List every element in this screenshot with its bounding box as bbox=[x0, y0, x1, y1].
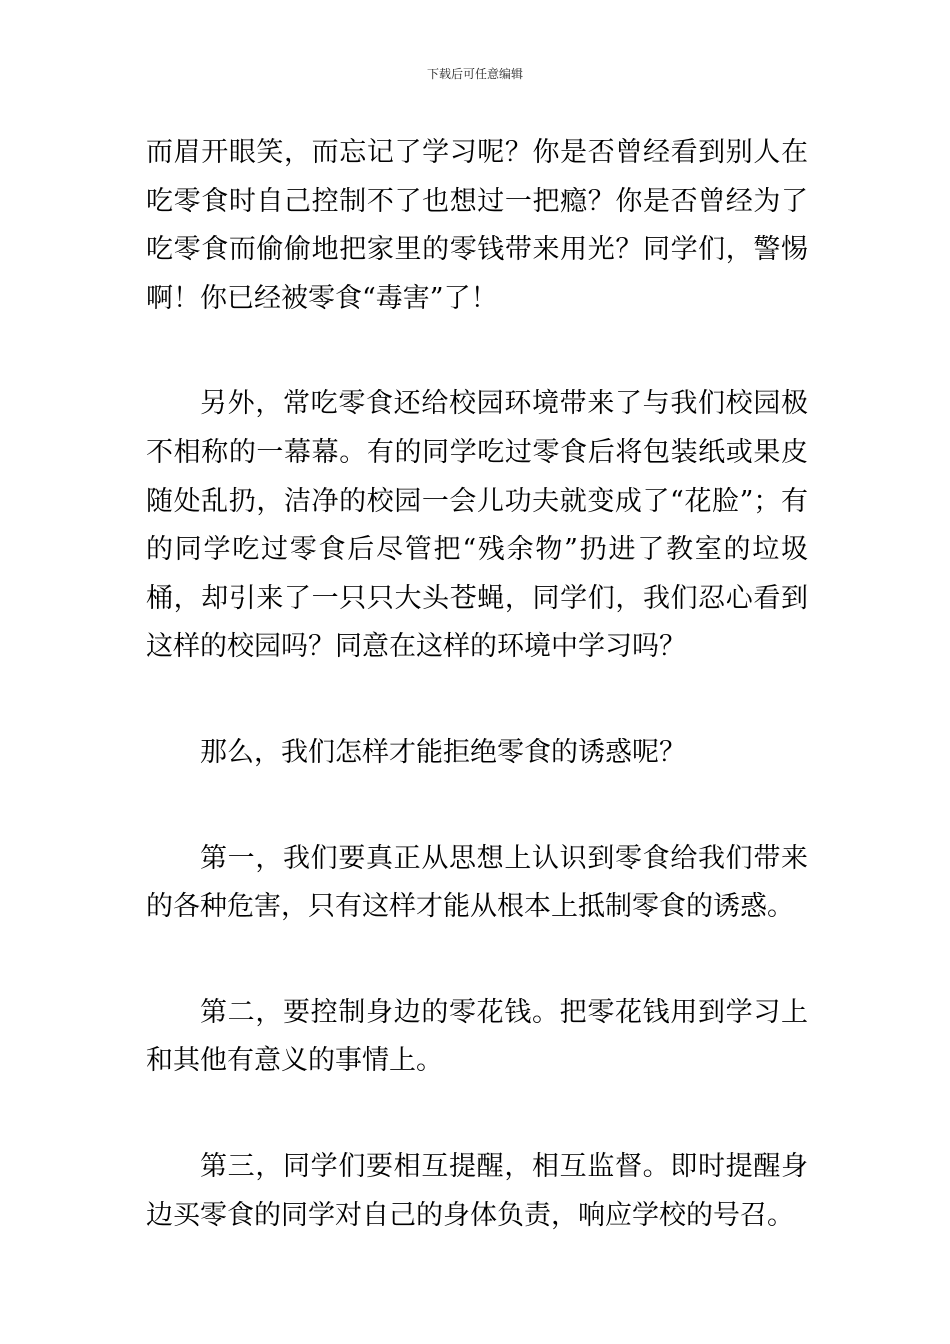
paragraph-3: 那么，我们怎样才能拒绝零食的诱惑呢？ bbox=[200, 736, 686, 768]
paragraph-gap bbox=[146, 778, 808, 835]
paragraph-gap bbox=[146, 932, 808, 989]
document-body bbox=[146, 129, 808, 1240]
paragraph-5: 第二，要控制身边的零花钱。把零花钱用到学习上和其他有意义的事情上。 bbox=[146, 996, 808, 1077]
paragraph-gap bbox=[146, 672, 808, 729]
page-header: 下载后可任意编辑 bbox=[426, 67, 523, 81]
paragraph-4: 第一，我们要真正从思想上认识到零食给我们带来的各种危害，只有这样才能从根本上抵制零食的诱惑。 bbox=[146, 842, 808, 923]
paragraph-1: 而眉开眼笑，而忘记了学习呢？你是否曾经看到别人在吃零食时自己控制不了也想过一把瘾？你是否曾经为了吃零食而偷偷地把家里的零钱带来用光？同学们，警惕啊！你已经被零食“毒害”了！ bbox=[146, 137, 808, 314]
paragraph-gap bbox=[146, 323, 808, 380]
paragraph-gap bbox=[146, 1086, 808, 1143]
paragraph-6: 第三，同学们要相互提醒，相互监督。即时提醒身边买零食的同学对自己的身体负责，响应学校的号召。 bbox=[146, 1150, 808, 1231]
paragraph-2: 另外，常吃零食还给校园环境带来了与我们校园极不相称的一幕幕。有的同学吃过零食后将包装纸或果皮随处乱扔，洁净的校园一会儿功夫就变成了“花脸”；有的同学吃过零食后尽管把“残余物”扔进了教室的垃圾桶，却引来了一只只大头苍蝇，同学们，我们忍心看到这样的校园吗？同意在这样的环境中学习吗？ bbox=[146, 388, 808, 663]
